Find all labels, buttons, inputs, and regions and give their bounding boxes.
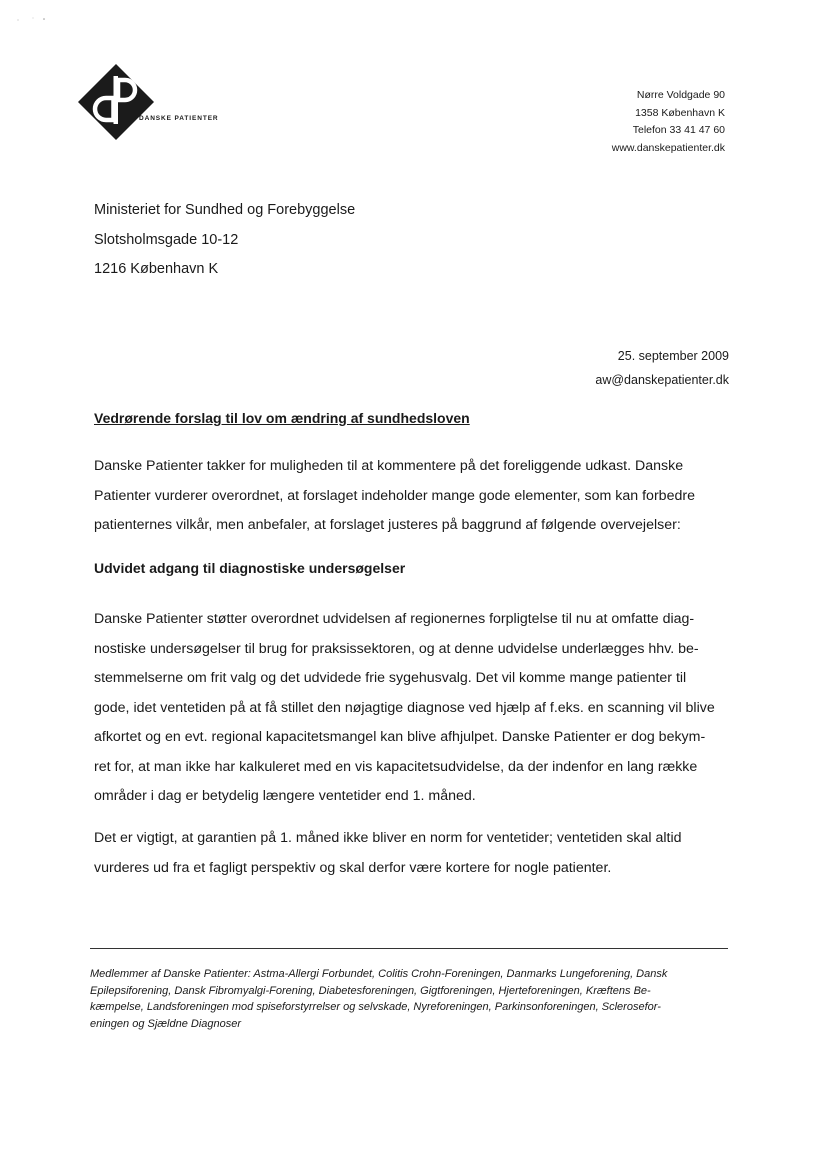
footer-line: kæmpelse, Landsforeningen mod spiseforstyrrelser og selvskade, Nyreforeningen, Parkinsonforeningen, Sclerosefor- bbox=[90, 1001, 661, 1013]
recipient-address-block bbox=[94, 196, 355, 285]
paragraph-line: nostiske undersøgelser til brug for praksissektoren, og at denne udvidelse underlægges hhv. be- bbox=[94, 640, 699, 657]
closing-paragraph bbox=[94, 824, 682, 883]
scan-specks bbox=[14, 14, 54, 26]
sender-address-block bbox=[612, 87, 725, 157]
sender-city: 1358 København K bbox=[635, 106, 725, 119]
paragraph-line: Det er vigtigt, at garantien på 1. måned ikke bliver en norm for ventetider; ventetiden skal altid bbox=[94, 830, 682, 846]
paragraph-line: vurderes ud fra et fagligt perspektiv og skal derfor være kortere for nogle patienter. bbox=[94, 859, 612, 876]
recipient-city: 1216 København K bbox=[94, 261, 219, 277]
paragraph-line: gode, idet ventetiden på at få stillet den nøjagtige diagnose ved hjælp af f.eks. en scanning vil blive bbox=[94, 699, 715, 716]
logo-wordmark: DANSKE PATIENTER bbox=[139, 115, 219, 122]
footer-line: Medlemmer af Danske Patienter: Astma-Allergi Forbundet, Colitis Crohn-Foreningen, Danmarks Lungeforening, Dansk bbox=[90, 968, 668, 980]
footer-line: Epilepsiforening, Dansk Fibromyalgi-Forening, Diabetesforeningen, Gigtforeningen, Hjerteforeningen, Kræftens Be- bbox=[90, 984, 651, 997]
paragraph-line: Danske Patienter takker for muligheden til at kommentere på det foreliggende udkast. Danske bbox=[94, 458, 684, 474]
paragraph-line: Danske Patienter støtter overordnet udvidelsen af regionernes forpligtelse til nu at omfatte diag- bbox=[94, 611, 695, 627]
recipient-name: Ministeriet for Sundhed og Forebyggelse bbox=[94, 202, 356, 218]
recipient-street: Slotsholmsgade 10-12 bbox=[94, 231, 239, 248]
paragraph-line: stemmelserne om frit valg og det udvidede frie sygehusvalg. Det vil komme mange patienter til bbox=[94, 670, 687, 686]
section-heading: Udvidet adgang til diagnostiske undersøgelser bbox=[94, 560, 406, 576]
danske-patienter-logo bbox=[76, 62, 226, 142]
letter-subject: Vedrørende forslag til lov om ændring af sundhedsloven bbox=[94, 410, 470, 426]
sender-street: Nørre Voldgade 90 bbox=[636, 89, 725, 101]
paragraph-line: ret for, at man ikke har kalkuleret med en vis kapacitetsudvidelse, da der indenfor en lang række bbox=[94, 758, 698, 775]
sender-website: www.danskepatienter.dk bbox=[611, 141, 725, 154]
section-paragraph bbox=[94, 605, 715, 812]
members-footer bbox=[90, 966, 740, 1032]
letter-meta bbox=[595, 344, 729, 392]
footer-divider bbox=[90, 948, 728, 949]
intro-paragraph bbox=[94, 452, 695, 541]
paragraph-line: afkortet og en evt. regional kapacitetsmangel kan blive afhjulpet. Danske Patienter er dog bekym- bbox=[94, 729, 706, 745]
sender-phone: Telefon 33 41 47 60 bbox=[632, 124, 725, 136]
paragraph-line: patienternes vilkår, men anbefaler, at forslaget justeres på baggrund af følgende overvejelser: bbox=[94, 517, 681, 533]
paragraph-line: områder i dag er betydelig længere ventetider end 1. måned. bbox=[94, 788, 476, 804]
letter-date: 25. september 2009 bbox=[617, 349, 729, 363]
paragraph-line: Patienter vurderer overordnet, at forslaget indeholder mange gode elementer, som kan forbedre bbox=[94, 487, 695, 504]
contact-email: aw@danskepatienter.dk bbox=[595, 373, 729, 387]
footer-line: eningen og Sjældne Diagnoser bbox=[90, 1017, 242, 1030]
